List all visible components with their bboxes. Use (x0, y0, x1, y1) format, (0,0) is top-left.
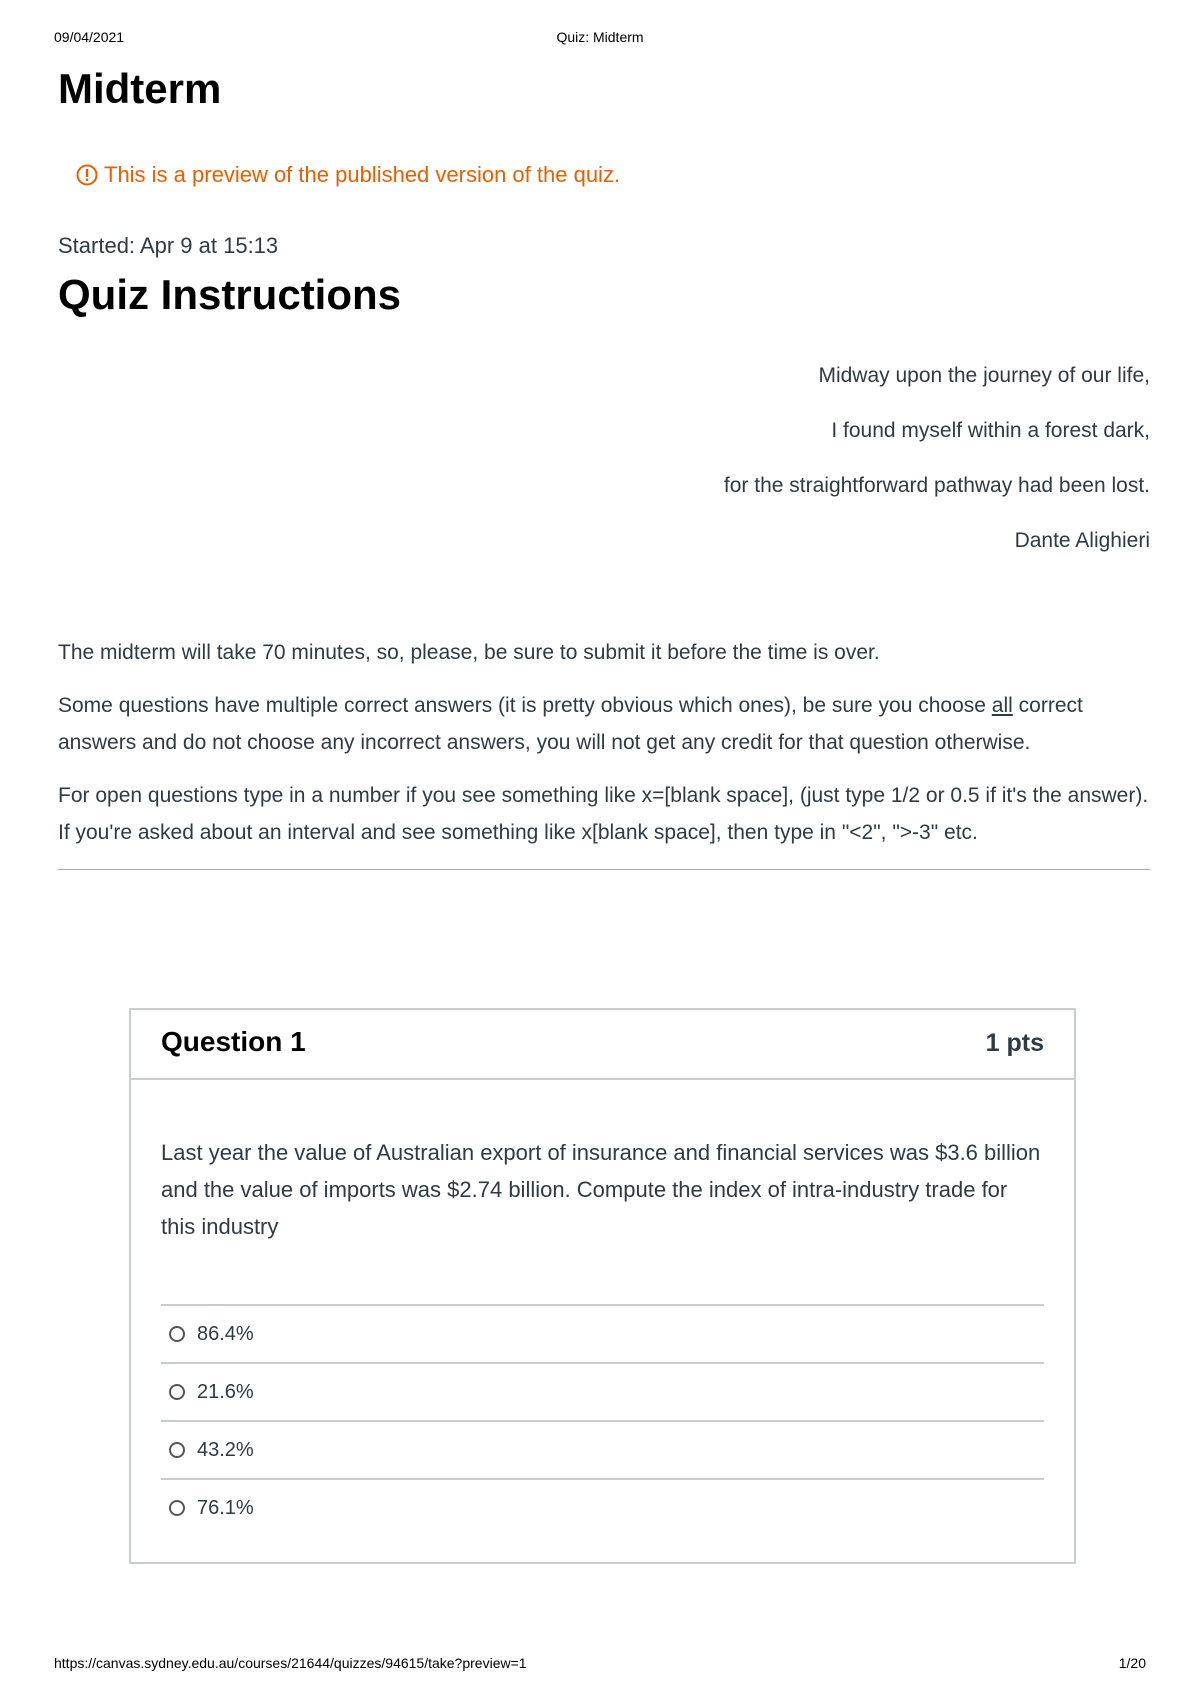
answer-radio[interactable] (169, 1384, 185, 1400)
answer-label: 86.4% (197, 1322, 254, 1345)
preview-notice (76, 160, 1150, 190)
print-doc-title: Quiz: Midterm (556, 29, 644, 45)
print-footer (54, 1655, 1146, 1675)
quiz-title: Midterm (58, 65, 222, 112)
instructions-paragraph: The midterm will take 70 minutes, so, please, be sure to submit it before the time is over. (58, 641, 880, 664)
print-header (54, 29, 1146, 49)
poem-author: Dante Alighieri (1014, 529, 1150, 552)
warning-circle-icon (76, 164, 98, 186)
instructions-emphasis: all (991, 694, 1013, 717)
question-text: Last year the value of Australian export of insurance and financial services was $3.6 billion and the value of imports was $2.74 billion. Compute the index of intra-industry trade for this industry (161, 1140, 1041, 1239)
instructions-paragraph (58, 687, 1150, 761)
poem-line: for the straightforward pathway had been lost. (723, 474, 1150, 497)
question-card (129, 1008, 1076, 1564)
instructions-text: Some questions have multiple correct answers (it is pretty obvious which ones), be sure you choose (58, 694, 992, 717)
answer-radio[interactable] (169, 1442, 185, 1458)
answer-option[interactable] (161, 1364, 1044, 1422)
answer-label: 21.6% (197, 1380, 254, 1403)
poem-line: Midway upon the journey of our life, (818, 364, 1150, 387)
question-points: 1 pts (985, 1029, 1044, 1057)
page-number: 1/20 (1118, 1655, 1146, 1671)
instructions-title: Quiz Instructions (58, 271, 402, 318)
quiz-content (58, 62, 1150, 870)
answer-radio[interactable] (169, 1326, 185, 1342)
answer-radio[interactable] (169, 1500, 185, 1516)
answer-list (161, 1304, 1044, 1536)
section-divider (58, 869, 1150, 870)
instructions-body (58, 634, 1150, 851)
question-name: Question 1 (161, 1026, 306, 1057)
answer-option[interactable] (161, 1480, 1044, 1536)
question-header (131, 1010, 1074, 1080)
instructions-paragraph: For open questions type in a number if you see something like x=[blank space], (just type 1/2 or 0.5 if it's the answer). If you're asked about an interval and see something like x[blank space], then type in "<2", ">-3" etc. (58, 784, 1149, 844)
answer-option[interactable] (161, 1306, 1044, 1364)
started-time: Started: Apr 9 at 15:13 (58, 233, 279, 258)
poem-line: I found myself within a forest dark, (831, 419, 1150, 442)
print-url: https://canvas.sydney.edu.au/courses/21644/quizzes/94615/take?preview=1 (54, 1655, 527, 1671)
instructions-text: correct answers and do not choose any incorrect answers, you will not get any credit for that question otherwise. (58, 694, 1083, 754)
print-date: 09/04/2021 (54, 29, 125, 45)
preview-notice-text: This is a preview of the published version of the quiz. (104, 162, 621, 187)
answer-label: 43.2% (197, 1438, 254, 1461)
poem-quote (58, 362, 1150, 582)
answer-label: 76.1% (197, 1496, 254, 1519)
answer-option[interactable] (161, 1422, 1044, 1480)
